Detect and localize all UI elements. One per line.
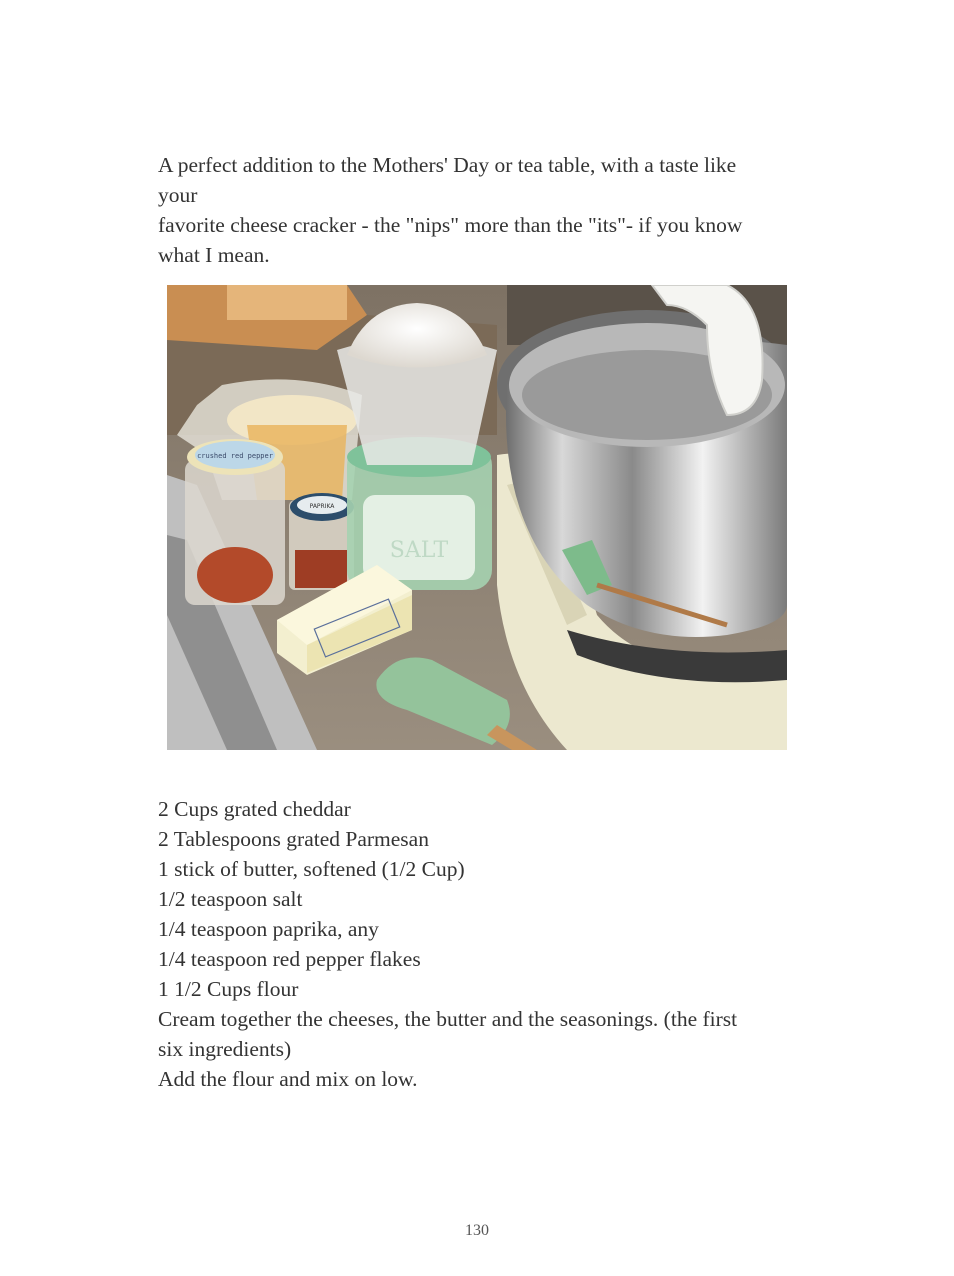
ingredient-line: 1 1/2 Cups flour bbox=[158, 977, 299, 1001]
ingredient-line: 1/2 teaspoon salt bbox=[158, 887, 303, 911]
jar-label-pepper: crushed red pepper bbox=[197, 452, 273, 460]
page-number: 130 bbox=[465, 1222, 489, 1239]
instruction-line: Cream together the cheeses, the butter and the seasonings. (the first bbox=[158, 1007, 738, 1031]
intro-line: what I mean. bbox=[158, 243, 270, 267]
ingredient-line: 2 Cups grated cheddar bbox=[158, 797, 351, 821]
ingredient-line: 1/4 teaspoon paprika, any bbox=[158, 917, 379, 941]
ingredient-line: 1/4 teaspoon red pepper flakes bbox=[158, 947, 421, 971]
instruction-line: six ingredients) bbox=[158, 1037, 292, 1061]
ingredient-line: 1 stick of butter, softened (1/2 Cup) bbox=[158, 857, 465, 881]
intro-paragraph bbox=[158, 150, 808, 270]
salt-jar-text: SALT bbox=[389, 538, 449, 563]
ingredient-line: 2 Tablespoons grated Parmesan bbox=[158, 827, 429, 851]
instruction-line: Add the flour and mix on low. bbox=[158, 1067, 418, 1091]
recipe-text bbox=[158, 794, 808, 1094]
intro-line: A perfect addition to the Mothers' Day or tea table, with a taste like bbox=[158, 153, 737, 177]
recipe-photo bbox=[167, 285, 787, 750]
jar-label-paprika: PAPRIKA bbox=[309, 503, 335, 510]
intro-line: your bbox=[158, 183, 198, 207]
intro-line: favorite cheese cracker - the "nips" more than the "its"- if you know bbox=[158, 213, 743, 237]
